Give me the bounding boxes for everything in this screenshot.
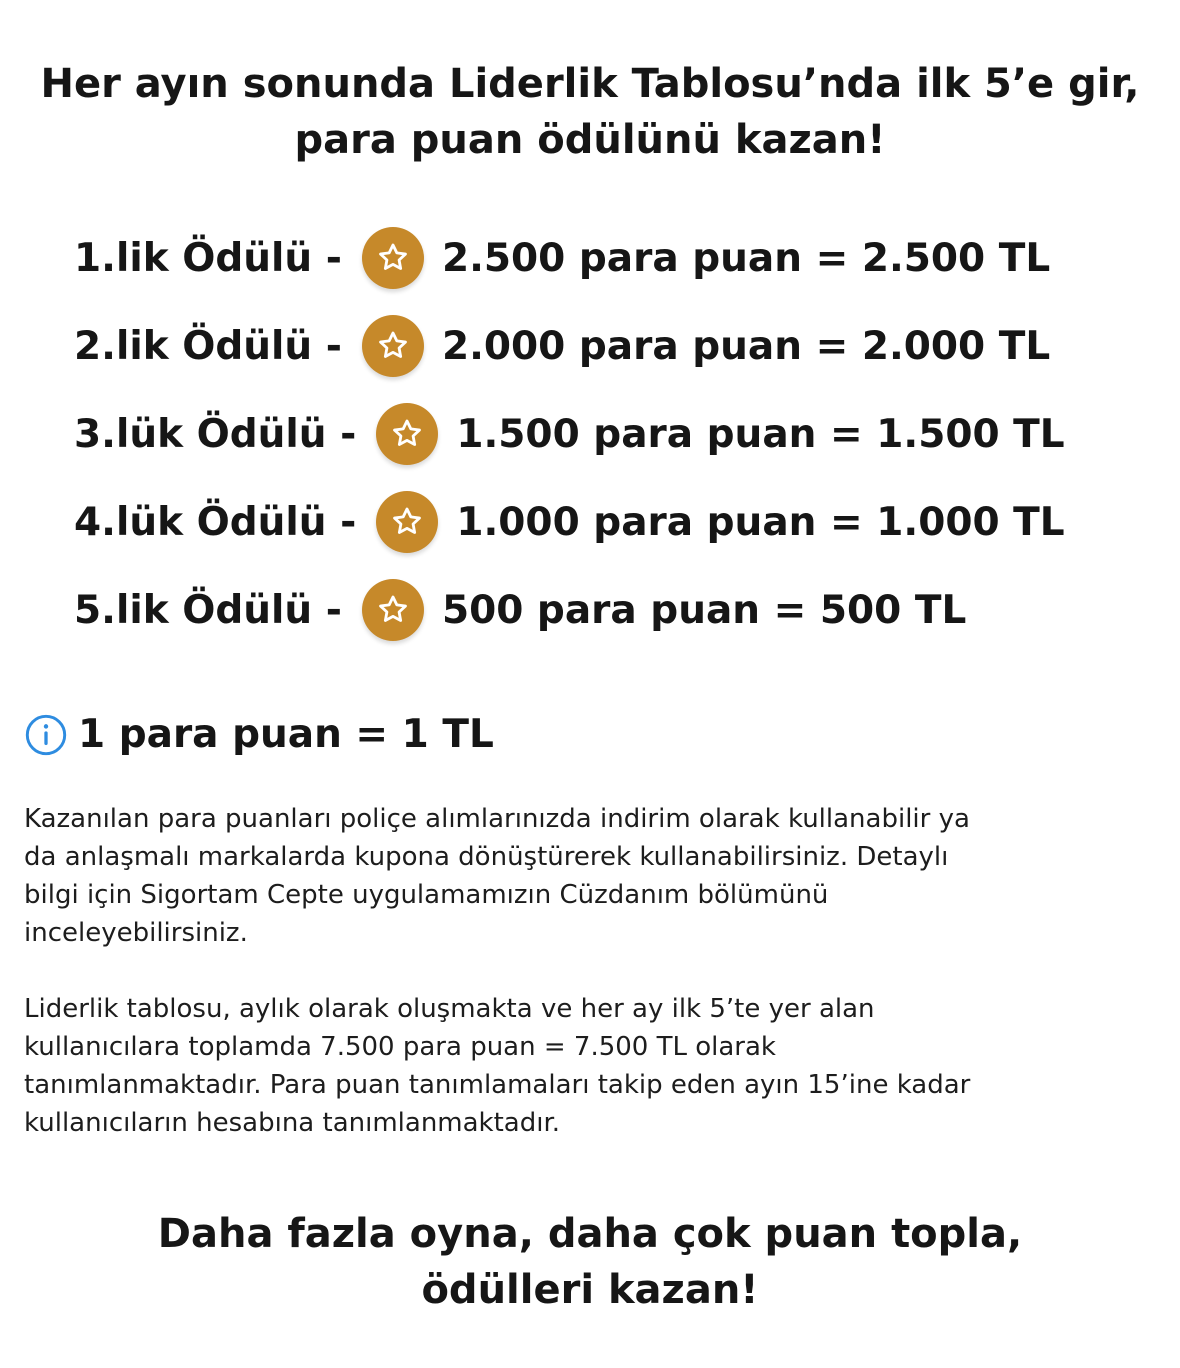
- conversion-info: [24, 712, 494, 757]
- reward-amount: 2.000 para puan = 2.000 TL: [441, 323, 1051, 369]
- reward-row-1: [74, 222, 1164, 294]
- reward-amount: 1.000 para puan = 1.000 TL: [456, 499, 1065, 545]
- reward-label: 5.lik Ödülü -: [74, 587, 342, 633]
- star-coin-icon: [362, 579, 424, 641]
- info-icon: [24, 713, 68, 757]
- reward-row-3: [74, 398, 1164, 470]
- page-title-line-2: para puan ödülünü kazan!: [294, 117, 886, 163]
- paragraph-line: inceleyebilirsiniz.: [24, 918, 248, 948]
- reward-label: 1.lik Ödülü -: [74, 235, 342, 281]
- paragraph-line: kullanıcılara toplamda 7.500 para puan = 7.500 TL olarak: [24, 1032, 776, 1062]
- reward-amount: 500 para puan = 500 TL: [441, 587, 967, 633]
- reward-amount: 2.500 para puan = 2.500 TL: [441, 235, 1051, 281]
- closing-title-line-1: Daha fazla oyna, daha çok puan topla,: [157, 1211, 1023, 1257]
- reward-label: 2.lik Ödülü -: [74, 323, 342, 369]
- page-title-line-1: Her ayın sonunda Liderlik Tablosu’nda ilk 5’e gir,: [40, 61, 1140, 107]
- reward-label: 3.lük Ödülü -: [74, 411, 357, 457]
- reward-amount: 1.500 para puan = 1.500 TL: [456, 411, 1065, 457]
- reward-row-4: [74, 486, 1164, 558]
- reward-row-5: [74, 574, 1164, 646]
- star-coin-icon: [362, 315, 424, 377]
- paragraph-line: tanımlanmaktadır. Para puan tanımlamaları takip eden ayın 15’ine kadar: [24, 1070, 971, 1100]
- star-coin-icon: [376, 491, 438, 553]
- paragraph-line: Liderlik tablosu, aylık olarak oluşmakta ve her ay ilk 5’te yer alan: [24, 994, 875, 1024]
- usage-paragraph: [24, 800, 1164, 952]
- paragraph-line: Kazanılan para puanları poliçe alımlarınızda indirim olarak kullanabilir ya: [24, 804, 970, 834]
- leaderboard-paragraph: [24, 990, 1164, 1142]
- conversion-info-text: 1 para puan = 1 TL: [78, 712, 494, 757]
- star-coin-icon: [362, 227, 424, 289]
- page-title: [0, 56, 1180, 168]
- paragraph-line: bilgi için Sigortam Cepte uygulamamızın Cüzdanım bölümünü: [24, 880, 829, 910]
- reward-label: 4.lük Ödülü -: [74, 499, 357, 545]
- reward-list: [74, 222, 1164, 662]
- paragraph-line: da anlaşmalı markalarda kupona dönüştürerek kullanabilirsiniz. Detaylı: [24, 842, 949, 872]
- closing-title: [0, 1206, 1180, 1318]
- closing-title-line-2: ödülleri kazan!: [421, 1267, 759, 1313]
- star-coin-icon: [376, 403, 438, 465]
- paragraph-line: kullanıcıların hesabına tanımlanmaktadır.: [24, 1108, 561, 1138]
- reward-row-2: [74, 310, 1164, 382]
